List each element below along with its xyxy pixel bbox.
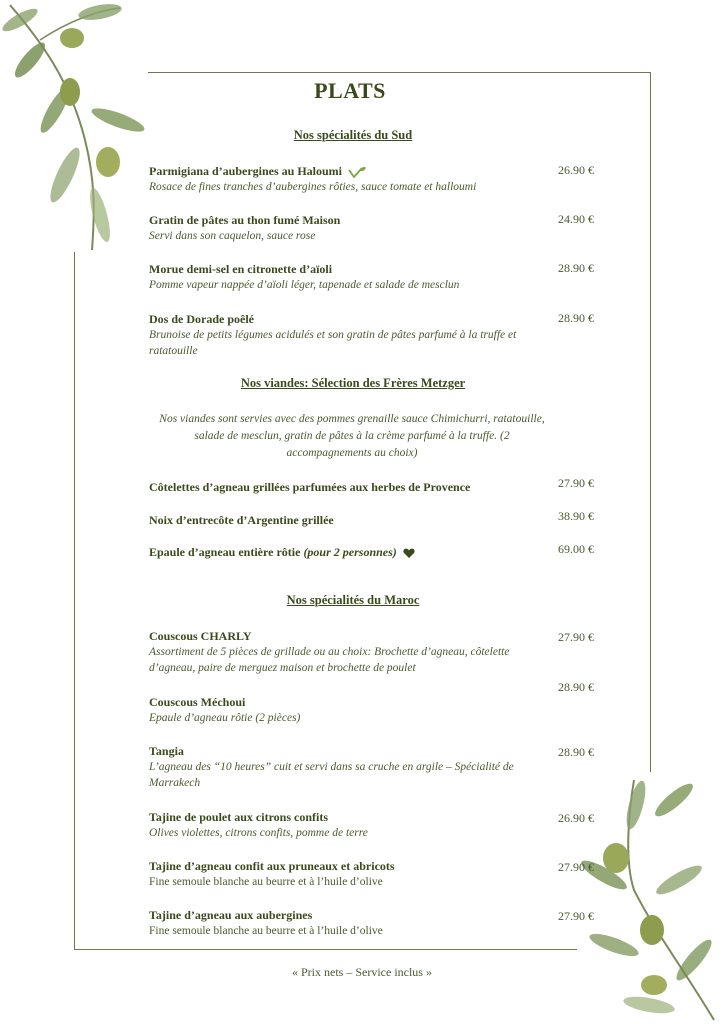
dish-name: Couscous Méchoui: [149, 695, 246, 709]
dish-morue: [149, 261, 549, 293]
dish-epaule-agneau: [149, 544, 549, 560]
dish-cotelettes: [149, 479, 549, 495]
dish-price: 27.90 €: [558, 909, 594, 923]
dish-name: Tajine de poulet aux citrons confits: [149, 810, 329, 824]
section-heading-sud: Nos spécialités du Sud: [293, 128, 413, 142]
dish-price: 28.90 €: [558, 680, 594, 694]
dish-description: Fine semoule blanche au beurre et à l’huile d’olive: [149, 876, 383, 888]
dish-name: Morue demi-sel en citronette d’aïoli: [149, 262, 333, 276]
dish-tajine-agneau-aubergines: [149, 907, 549, 939]
frame-bottom-line: [74, 949, 577, 950]
dish-name: Noix d’entrecôte d’Argentine grillée: [149, 513, 334, 527]
vegetarian-check-icon: [348, 166, 366, 178]
dish-price: 28.90 €: [558, 261, 594, 275]
dish-name: Tajine d’agneau aux aubergines: [149, 908, 313, 922]
dish-description: L’agneau des “10 heures” cuit et servi dans sa cruche en argile – Spécialité de Marrakech: [149, 761, 514, 789]
dish-price: 38.90 €: [558, 509, 594, 523]
dish-description: Fine semoule blanche au beurre et à l’huile d’olive: [149, 925, 383, 937]
section-heading-maroc: Nos spécialités du Maroc: [286, 593, 420, 607]
dish-price: 27.90 €: [558, 860, 594, 874]
dish-description: Pomme vapeur nappée d’aïoli léger, tapenade et salade de mesclun: [149, 279, 460, 291]
dish-name: Couscous CHARLY: [149, 629, 252, 643]
dish-description: Olives violettes, citrons confits, pomme de terre: [149, 827, 368, 839]
dish-description: Rosace de fines tranches d’aubergines rôties, sauce tomate et halloumi: [149, 181, 477, 193]
frame-right-line: [650, 72, 651, 772]
dish-description: Assortiment de 5 pièces de grillade ou au choix: Brochette d’agneau, côtelette d’agneau, paire de merguez maison et brochette de poulet: [149, 646, 510, 674]
section-heading-viandes: Nos viandes: Sélection des Frères Metzger: [240, 376, 466, 390]
dish-price: 28.90 €: [558, 311, 594, 325]
page-title: PLATS: [314, 78, 386, 103]
footer-note: « Prix nets – Service inclus »: [292, 965, 432, 979]
viandes-intro-text: Nos viandes sont servies avec des pommes grenaille sauce Chimichurri, ratatouille, salade de mesclun, gratin de pâtes à la crème parfumé à la truffe. (2 accompagnements au choix): [159, 413, 545, 459]
olive-branch-bottom-right-icon: [574, 770, 724, 1024]
dish-price: 69.00 €: [558, 542, 594, 556]
dish-parmigiana: [149, 163, 549, 195]
dish-name: Tajine d’agneau confit aux pruneaux et abricots: [149, 859, 395, 873]
dish-couscous-charly: [149, 628, 549, 676]
dish-tajine-agneau-pruneaux: [149, 858, 549, 890]
dish-entrecote: [149, 512, 549, 528]
dish-price: 26.90 €: [558, 163, 594, 177]
dish-note: (pour 2 personnes): [303, 545, 397, 559]
dish-description: Brunoise de petits légumes acidulés et son gratin de pâtes parfumé à la truffe et ratatouille: [149, 329, 517, 357]
dish-tajine-poulet: [149, 809, 549, 841]
dish-name: Epaule d’agneau entière rôtie: [149, 545, 301, 559]
dish-name: Parmigiana d’aubergines au Haloumi: [149, 164, 343, 178]
dish-description: Epaule d’agneau rôtie (2 pièces): [149, 712, 301, 724]
heart-icon: [403, 548, 415, 559]
dish-name: Dos de Dorade poêlé: [149, 312, 254, 326]
dish-price: 26.90 €: [558, 811, 594, 825]
dish-name: Côtelettes d’agneau grillées parfumées aux herbes de Provence: [149, 480, 471, 494]
dish-dorade: [149, 311, 549, 359]
dish-gratin-thon: [149, 212, 549, 244]
dish-couscous-mechoui: [149, 694, 549, 726]
dish-name: Tangia: [149, 744, 184, 758]
dish-price: 28.90 €: [558, 745, 594, 759]
dish-tangia: [149, 743, 549, 791]
dish-price: 27.90 €: [558, 476, 594, 490]
dish-name: Gratin de pâtes au thon fumé Maison: [149, 213, 341, 227]
frame-top-line: [148, 72, 650, 73]
dish-price: 27.90 €: [558, 630, 594, 644]
dish-price: 24.90 €: [558, 212, 594, 226]
dish-description: Servi dans son caquelon, sauce rose: [149, 230, 316, 242]
